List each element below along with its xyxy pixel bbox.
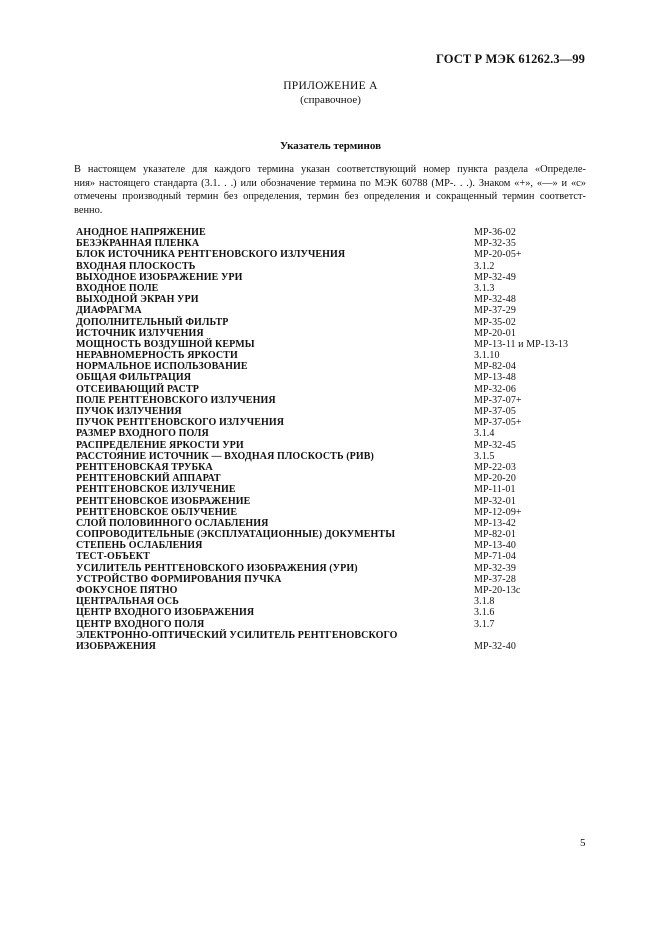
term-reference: МР-37-29 xyxy=(474,305,516,317)
term-reference: МР-32-39 xyxy=(474,562,516,574)
term-row xyxy=(76,227,616,238)
term-row xyxy=(76,372,616,383)
term-reference: 3.1.6 xyxy=(474,607,495,619)
term-reference: МР-37-28 xyxy=(474,573,516,585)
term-name: ОТСЕИВАЮЩИЙ РАСТР xyxy=(76,383,199,395)
term-reference: 3.1.8 xyxy=(474,596,495,608)
intro-line: венно. xyxy=(74,204,103,216)
term-name: ОБЩАЯ ФИЛЬТРАЦИЯ xyxy=(76,372,192,384)
term-row xyxy=(76,440,616,451)
term-row xyxy=(76,462,616,473)
index-title: Указатель терминов xyxy=(279,140,382,152)
term-reference: 3.1.7 xyxy=(474,618,495,630)
term-row xyxy=(76,283,616,294)
term-row xyxy=(76,350,616,361)
term-name: ЦЕНТР ВХОДНОГО ПОЛЯ xyxy=(76,618,205,630)
term-row xyxy=(76,384,616,395)
term-reference: 3.1.2 xyxy=(474,260,495,272)
term-reference: 3.1.5 xyxy=(474,450,495,462)
term-row xyxy=(76,630,616,652)
term-reference: МР-36-02 xyxy=(474,227,516,238)
term-name: НОРМАЛЬНОЕ ИСПОЛЬЗОВАНИЕ xyxy=(76,361,248,373)
term-name: РАЗМЕР ВХОДНОГО ПОЛЯ xyxy=(76,428,209,440)
term-reference: МР-20-13с xyxy=(474,585,521,596)
term-name: РЕНТГЕНОВСКАЯ ТРУБКА xyxy=(76,461,213,473)
term-name: УСИЛИТЕЛЬ РЕНТГЕНОВСКОГО ИЗОБРАЖЕНИЯ (УРИ) xyxy=(76,562,358,574)
term-reference: МР-37-05+ xyxy=(474,417,522,429)
intro-paragraph xyxy=(74,163,586,217)
term-name: РЕНТГЕНОВСКИЙ АППАРАТ xyxy=(76,473,221,485)
term-reference: 3.1.3 xyxy=(474,282,495,294)
term-name: ФОКУСНОЕ ПЯТНО xyxy=(76,585,178,596)
terms-list xyxy=(76,227,616,652)
term-row xyxy=(76,328,616,339)
term-row xyxy=(76,261,616,272)
term-reference: МР-20-01 xyxy=(474,327,516,339)
term-reference: МР-82-04 xyxy=(474,361,516,373)
term-row xyxy=(76,473,616,484)
term-row xyxy=(76,607,616,618)
term-name: ВЫХОДНОЕ ИЗОБРАЖЕНИЕ УРИ xyxy=(76,271,243,283)
term-row xyxy=(76,551,616,562)
term-row xyxy=(76,574,616,585)
term-row xyxy=(76,272,616,283)
term-reference: МР-82-01 xyxy=(474,529,516,541)
term-reference: МР-32-45 xyxy=(474,439,516,451)
term-name: ПУЧОК РЕНТГЕНОВСКОГО ИЗЛУЧЕНИЯ xyxy=(76,417,285,429)
term-name: ВЫХОДНОЙ ЭКРАН УРИ xyxy=(76,294,199,306)
term-name: ДОПОЛНИТЕЛЬНЫЙ ФИЛЬТР xyxy=(76,316,229,328)
term-name: МОЩНОСТЬ ВОЗДУШНОЙ КЕРМЫ xyxy=(76,338,255,350)
term-row xyxy=(76,428,616,439)
term-reference: МР-35-02 xyxy=(474,316,516,328)
term-row xyxy=(76,317,616,328)
term-row xyxy=(76,249,616,260)
term-reference: МР-32-01 xyxy=(474,495,516,507)
term-name: ТЕСТ-ОБЪЕКТ xyxy=(76,551,150,563)
term-name: ВХОДНОЕ ПОЛЕ xyxy=(76,282,159,294)
term-reference: МР-13-48 xyxy=(474,372,516,384)
intro-line: отмечены производный термин без определения, термин без определения и сокращенный термин соответст- xyxy=(74,191,586,203)
term-name: РЕНТГЕНОВСКОЕ ИЗЛУЧЕНИЕ xyxy=(76,484,236,496)
term-name: УСТРОЙСТВО ФОРМИРОВАНИЯ ПУЧКА xyxy=(76,573,282,585)
term-name: РАССТОЯНИЕ ИСТОЧНИК — ВХОДНАЯ ПЛОСКОСТЬ (РИВ) xyxy=(76,450,374,462)
term-name: СТЕПЕНЬ ОСЛАБЛЕНИЯ xyxy=(76,540,203,552)
standard-code: ГОСТ Р МЭК 61262.3—99 xyxy=(436,52,585,66)
term-row xyxy=(76,619,616,630)
term-name: ЦЕНТР ВХОДНОГО ИЗОБРАЖЕНИЯ xyxy=(76,607,255,619)
term-row xyxy=(76,507,616,518)
term-reference: МР-12-09+ xyxy=(474,506,522,518)
term-row xyxy=(76,305,616,316)
term-row xyxy=(76,395,616,406)
term-reference: МР-13-42 xyxy=(474,517,516,529)
term-reference: МР-20-05+ xyxy=(474,249,522,261)
term-name: РАСПРЕДЕЛЕНИЕ ЯРКОСТИ УРИ xyxy=(76,439,244,451)
term-reference: МР-13-11 и МР-13-13 xyxy=(474,338,569,350)
term-name: ЦЕНТРАЛЬНАЯ ОСЬ xyxy=(76,596,179,608)
term-name: РЕНТГЕНОВСКОЕ ИЗОБРАЖЕНИЕ xyxy=(76,495,251,507)
term-row xyxy=(76,406,616,417)
term-reference: МР-71-04 xyxy=(474,551,516,563)
term-reference: МР-37-05 xyxy=(474,406,516,417)
term-row xyxy=(76,484,616,495)
term-name: ВХОДНАЯ ПЛОСКОСТЬ xyxy=(76,260,196,272)
term-name: РЕНТГЕНОВСКОЕ ОБЛУЧЕНИЕ xyxy=(76,506,238,518)
term-row xyxy=(76,361,616,372)
term-row xyxy=(76,529,616,540)
term-name: БЛОК ИСТОЧНИКА РЕНТГЕНОВСКОГО ИЗЛУЧЕНИЯ xyxy=(76,249,346,261)
term-reference: 3.1.10 xyxy=(474,350,500,362)
term-reference: МР-22-03 xyxy=(474,461,516,473)
term-reference: МР-32-06 xyxy=(474,383,516,395)
intro-line: ния» настоящего стандарта (3.1. . .) или обозначение термина по МЭК 60788 (МР-. . .). Знаком «+», «—» и «с» xyxy=(74,177,586,189)
term-row xyxy=(76,451,616,462)
term-row xyxy=(76,339,616,350)
term-reference: МР-32-40 xyxy=(474,640,516,652)
term-row xyxy=(76,518,616,529)
term-row xyxy=(76,238,616,249)
term-name: ДИАФРАГМА xyxy=(76,305,142,317)
appendix-subtitle: (справочное) xyxy=(300,94,361,106)
term-name: СОПРОВОДИТЕЛЬНЫЕ (ЭКСПЛУАТАЦИОННЫЕ) ДОКУМЕНТЫ xyxy=(76,529,396,541)
term-name: СЛОЙ ПОЛОВИННОГО ОСЛАБЛЕНИЯ xyxy=(76,517,269,529)
term-name: ИСТОЧНИК ИЗЛУЧЕНИЯ xyxy=(76,327,204,339)
page-number: 5 xyxy=(580,837,586,849)
term-row xyxy=(76,294,616,305)
appendix-title: ПРИЛОЖЕНИЕ А xyxy=(283,80,378,92)
term-row xyxy=(76,596,616,607)
term-row xyxy=(76,585,616,596)
term-reference: МР-32-49 xyxy=(474,271,516,283)
term-name: ЭЛЕКТРОННО-ОПТИЧЕСКИЙ УСИЛИТЕЛЬ РЕНТГЕНОВСКОГО ИЗОБРАЖЕНИЯ xyxy=(76,629,398,652)
term-reference: МР-37-07+ xyxy=(474,394,522,406)
term-reference: МР-13-40 xyxy=(474,540,516,552)
term-reference: МР-32-35 xyxy=(474,238,516,250)
term-reference: МР-20-20 xyxy=(474,473,516,485)
term-name: АНОДНОЕ НАПРЯЖЕНИЕ xyxy=(76,227,206,238)
term-row xyxy=(76,540,616,551)
term-row xyxy=(76,417,616,428)
term-row xyxy=(76,496,616,507)
intro-line: В настоящем указателе для каждого термина указан соответствующий номер пункта раздела «Определе- xyxy=(74,164,586,175)
term-row xyxy=(76,563,616,574)
term-reference: МР-11-01 xyxy=(474,484,516,496)
term-name: НЕРАВНОМЕРНОСТЬ ЯРКОСТИ xyxy=(76,350,238,362)
term-name: БЕЗЭКРАННАЯ ПЛЕНКА xyxy=(76,238,200,250)
term-reference: МР-32-48 xyxy=(474,294,516,306)
term-name: ПУЧОК ИЗЛУЧЕНИЯ xyxy=(76,406,182,417)
term-name: ПОЛЕ РЕНТГЕНОВСКОГО ИЗЛУЧЕНИЯ xyxy=(76,394,276,406)
term-reference: 3.1.4 xyxy=(474,428,495,440)
